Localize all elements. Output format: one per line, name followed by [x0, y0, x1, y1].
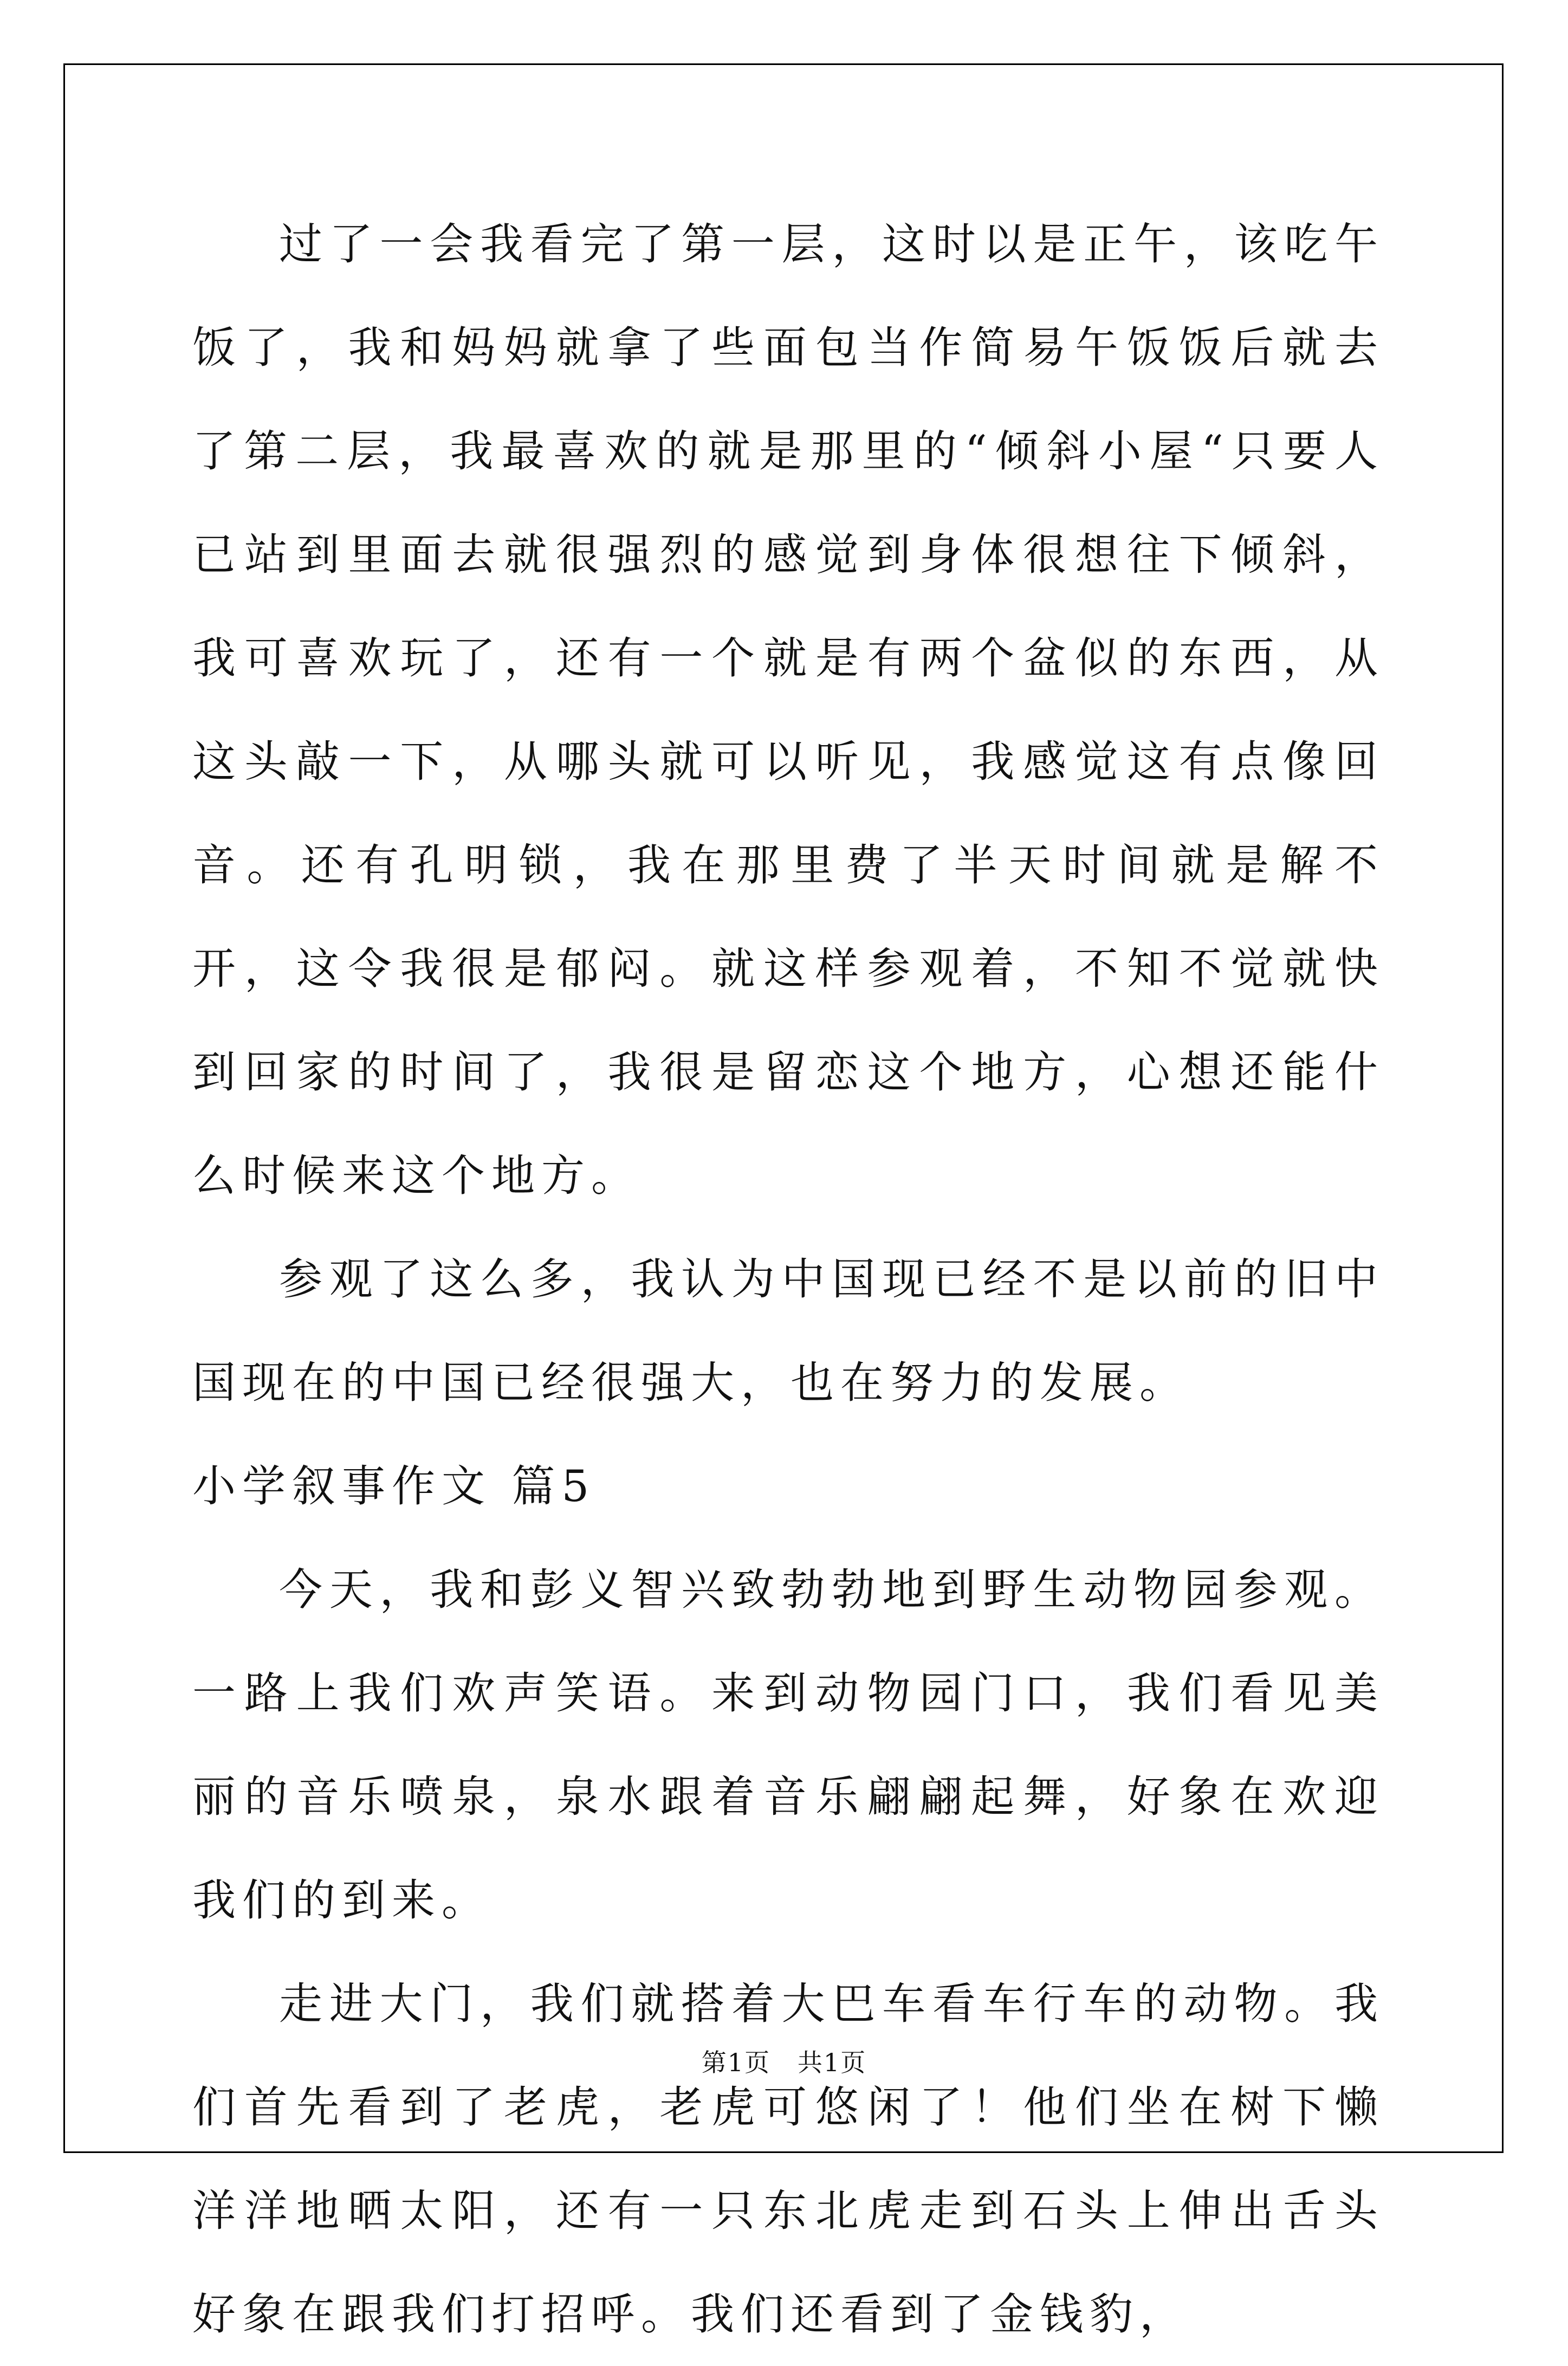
paragraph-3: 今天，我和彭义智兴致勃勃地到野生动物园参观。一路上我们欢声笑语。来到动物园门口，我们看见美丽的音乐喷泉，泉水跟着音乐翩翩起舞，好象在欢迎我们的到来。	[192, 1565, 1384, 1925]
document-body	[192, 192, 1384, 2366]
page-number: 第1页 共1页	[701, 2048, 867, 2077]
page-footer	[0, 2043, 1568, 2079]
paragraph-2: 参观了这么多，我认为中国现已经不是以前的旧中国现在的中国已经很强大，也在努力的发展。	[192, 1254, 1384, 1408]
paragraph-1: 过了一会我看完了第一层，这时以是正午，该吃午饭了，我和妈妈就拿了些面包当作简易午饭饭后就去了第二层，我最喜欢的就是那里的“倾斜小屋“只要人已站到里面去就很强烈的感觉到身体很想往下倾斜，我可喜欢玩了，还有一个就是有两个盆似的东西，从这头敲一下，从哪头就可以听见，我感觉这有点像回音。还有孔明锁，我在那里费了半天时间就是解不开，这令我很是郁闷。就这样参观着，不知不觉就快到回家的时间了，我很是留恋这个地方，心想还能什么时候来这个地方。	[192, 219, 1384, 1201]
paragraph-4: 走进大门，我们就搭着大巴车看车行车的动物。我们首先看到了老虎，老虎可悠闲了！他们坐在树下懒洋洋地晒太阳，还有一只东北虎走到石头上伸出舌头好象在跟我们打招呼。我们还看到了金钱豹，	[192, 1979, 1384, 2339]
section-heading: 小学叙事作文 篇5	[192, 1461, 596, 1511]
